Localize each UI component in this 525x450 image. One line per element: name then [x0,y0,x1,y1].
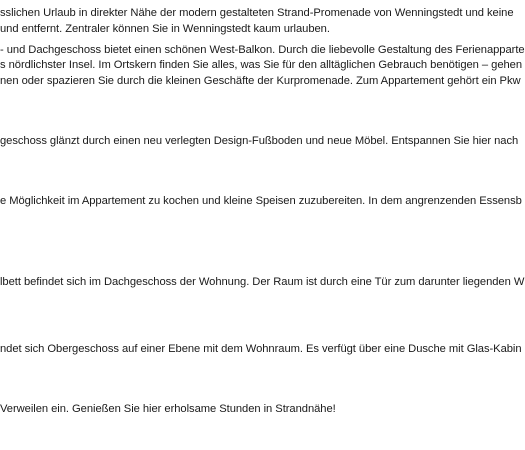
closing-line: Verweilen ein. Genießen Sie hier erholsame Stunden in Strandnähe! [0,403,336,415]
balcony-line-3: nen oder spazieren Sie durch die kleinen Geschäfte der Kurpromenade. Zum Appartement gehört ein Pkw [0,75,521,87]
bathroom-line: ndet sich Obergeschoss auf einer Ebene mit dem Wohnraum. Es verfügt über eine Dusche mit Glas-Kabin [0,343,522,355]
balcony-line-1: - und Dachgeschoss bietet einen schönen West-Balkon. Durch die liebevolle Gestaltung des Ferienapparte [0,44,525,56]
bedroom-line: lbett befindet sich im Dachgeschoss der Wohnung. Der Raum ist durch eine Tür zum darunter liegenden W [0,276,525,288]
kitchen-line: e Möglichkeit im Appartement zu kochen und kleine Speisen zuzubereiten. In dem angrenzenden Essensb [0,195,522,207]
intro-line-2: und entfernt. Zentraler können Sie in Wenningstedt kaum urlauben. [0,23,330,35]
balcony-line-2: s nördlichster Insel. Im Ortskern finden Sie alles, was Sie für den alltäglichen Gebrauch benötigen – gehen [0,59,523,71]
intro-line-1: sslichen Urlaub in direkter Nähe der modern gestalteten Strand-Promenade von Wenningstedt und keine [0,7,514,19]
living-room-line: geschoss glänzt durch einen neu verlegten Design-Fußboden und neue Möbel. Entspannen Sie hier nach [0,135,519,147]
